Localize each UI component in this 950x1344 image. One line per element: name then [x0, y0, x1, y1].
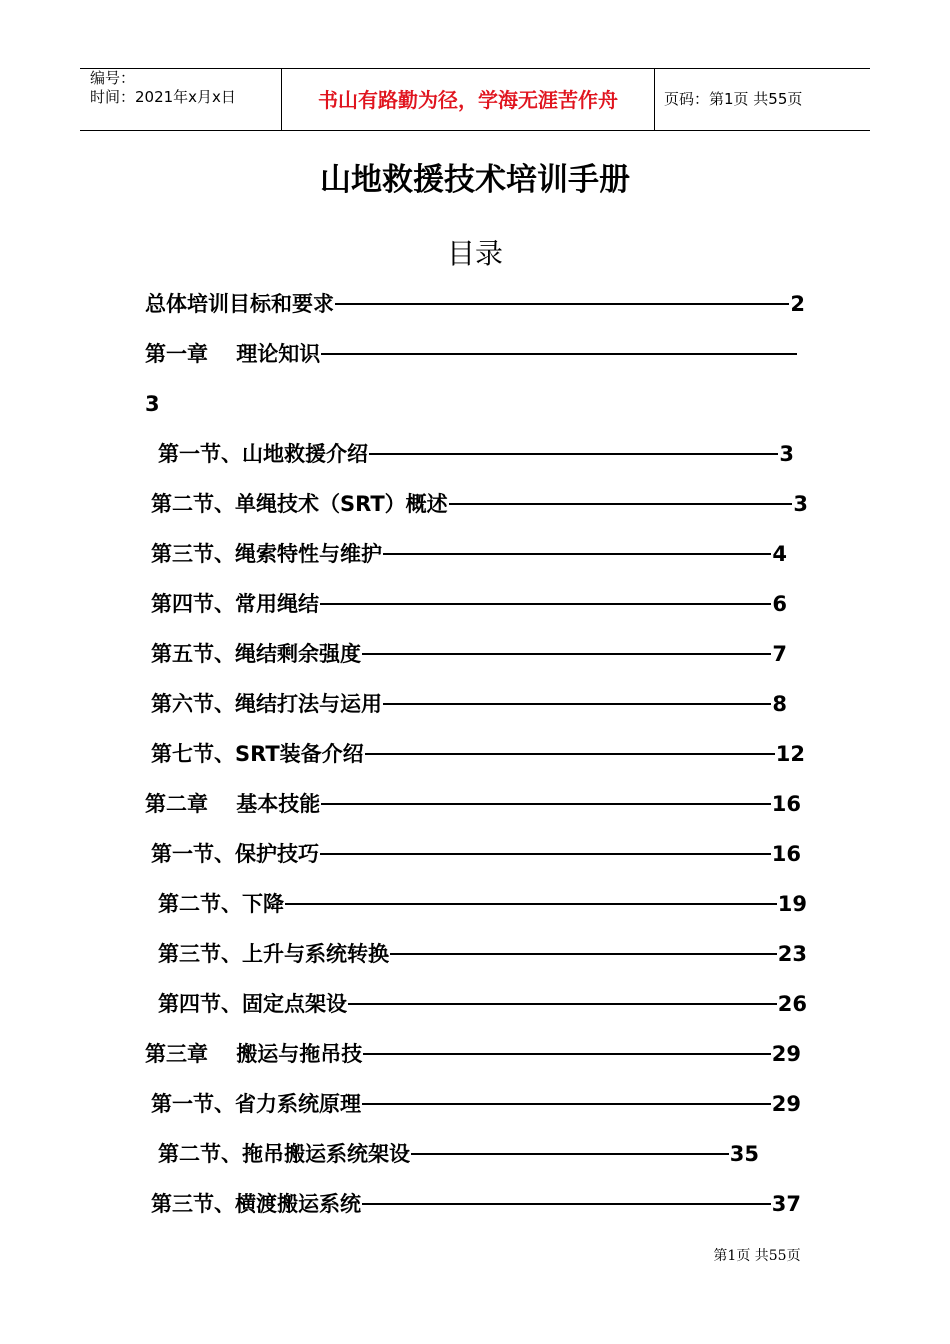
toc-entry-page: 37: [771, 1192, 801, 1216]
toc-entry-page: 29: [771, 1042, 801, 1066]
toc-leader: [362, 1103, 771, 1105]
toc-leader: [285, 903, 777, 905]
footer-page-number: 第1页 共55页: [713, 1248, 801, 1264]
toc-entry-title: 第四节、常用绳结: [151, 592, 319, 616]
toc-leader: [320, 603, 771, 605]
toc-entry-page: 2: [790, 292, 805, 316]
toc-heading: 目录: [446, 237, 503, 270]
toc-leader: [390, 953, 777, 955]
toc-entry-title: 第一章 理论知识: [145, 342, 321, 366]
toc-entry-page: 29: [771, 1092, 801, 1116]
toc-entry-title: 第一节、保护技巧: [151, 842, 319, 866]
toc-leader: [449, 503, 793, 505]
toc-entry[interactable]: [151, 837, 801, 871]
toc-entry-title: 第二章 基本技能: [145, 792, 321, 816]
toc-entry-title: 第三节、横渡搬运系统: [151, 1192, 361, 1216]
toc-entry-page: 16: [771, 792, 801, 816]
toc-leader: [335, 303, 789, 305]
toc-leader: [411, 1153, 729, 1155]
header-motto: 书山有路勤为径，学海无涯苦作舟: [318, 88, 618, 112]
toc-entry[interactable]: [151, 687, 787, 721]
toc-entry-page: 26: [777, 992, 807, 1016]
toc-leader: [320, 853, 771, 855]
toc-leader: [321, 353, 797, 355]
toc-entry-title: 第三节、上升与系统转换: [158, 942, 389, 966]
toc-entry-title: 第三章 搬运与拖吊技: [145, 1042, 363, 1066]
toc-entry[interactable]: [151, 637, 787, 671]
toc-entry-page: 12: [775, 742, 805, 766]
toc-entry-page: 16: [771, 842, 801, 866]
toc-entry-title: 第六节、绳结打法与运用: [151, 692, 382, 716]
toc-entry-page: 4: [772, 542, 787, 566]
toc-entry[interactable]: [158, 1137, 759, 1171]
toc-entry[interactable]: [145, 287, 805, 321]
toc-entry-title: 第七节、SRT装备介绍: [151, 742, 364, 766]
toc-leader: [321, 803, 770, 805]
toc-entry[interactable]: [158, 937, 807, 971]
toc-entry-page: 8: [772, 692, 787, 716]
toc-entry-title: 第二节、下降: [158, 892, 284, 916]
toc-leader: [362, 1203, 771, 1205]
toc-entry-page-wrapped: 3: [145, 392, 160, 416]
toc-leader: [383, 703, 771, 705]
toc-leader: [363, 1053, 770, 1055]
toc-entry[interactable]: [151, 737, 805, 771]
toc-entry-page: 3: [779, 442, 794, 466]
toc-entry[interactable]: [158, 987, 807, 1021]
toc-entry-page: 19: [777, 892, 807, 916]
toc-entry-page: 3: [793, 492, 808, 516]
document-title: 山地救援技术培训手册: [320, 162, 630, 198]
toc-entry-page: 35: [729, 1142, 759, 1166]
document-number-label: 编号：: [90, 69, 136, 87]
page-footer: [0, 1246, 950, 1266]
document-time-label: 时间：2021年x月x日: [90, 88, 236, 106]
toc-entry[interactable]: [145, 1037, 801, 1071]
toc-entry[interactable]: [158, 437, 794, 471]
toc-entry[interactable]: [151, 537, 787, 571]
toc-entry[interactable]: [151, 587, 787, 621]
toc-leader: [383, 553, 771, 555]
toc-entry-title: 第四节、固定点架设: [158, 992, 347, 1016]
toc-entry-title: 总体培训目标和要求: [145, 292, 334, 316]
toc-entry-page: 6: [772, 592, 787, 616]
toc-entry[interactable]: [158, 887, 807, 921]
toc-leader: [362, 653, 771, 655]
toc-entry-page: 7: [772, 642, 787, 666]
toc-entry[interactable]: [151, 1187, 801, 1221]
header-page-info: 页码：第1页 共55页: [664, 90, 803, 108]
toc-entry[interactable]: [151, 487, 808, 521]
toc-leader: [365, 753, 775, 755]
toc-entry-title: 第二节、拖吊搬运系统架设: [158, 1142, 410, 1166]
toc-entry[interactable]: [151, 1087, 801, 1121]
toc-entry-title: 第二节、单绳技术（SRT）概述: [151, 492, 448, 516]
toc-leader: [369, 453, 778, 455]
toc-entry-title: 第一节、省力系统原理: [151, 1092, 361, 1116]
toc-entry-title: 第三节、绳索特性与维护: [151, 542, 382, 566]
toc-entry[interactable]: [145, 787, 801, 821]
toc-entry-page: 23: [777, 942, 807, 966]
toc-entry[interactable]: [145, 337, 798, 371]
toc-entry-title: 第一节、山地救援介绍: [158, 442, 368, 466]
toc-leader: [348, 1003, 777, 1005]
toc-entry-title: 第五节、绳结剩余强度: [151, 642, 361, 666]
